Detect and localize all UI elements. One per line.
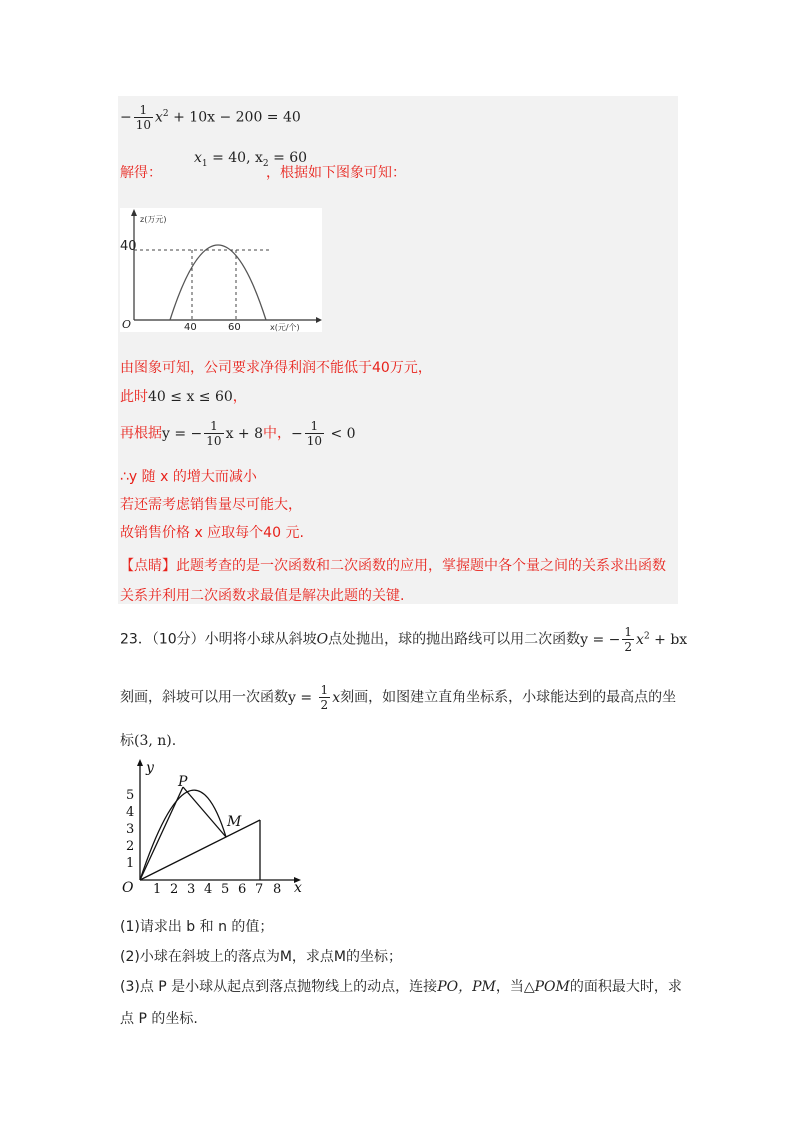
solution-line-1: 由图象可知，公司要求净得利润不能低于40万元， xyxy=(120,360,432,376)
x-axis-arrow xyxy=(316,317,322,323)
solve-math: $x_1 = 40$, $x_2 = 60$ xyxy=(194,150,308,169)
subquestion-3: (3)点 P 是小球从起点到落点抛物线上的动点，连接PO，PM，当△POM的面积最大时，求 xyxy=(120,979,682,995)
fig-y-axis-arrow xyxy=(137,759,143,766)
solution-line-3: 再根据y = − $\frac{1}{10}$ x + 8中，− $\frac{1}{10}$ < 0 xyxy=(120,419,356,448)
solve-tail: ，根据如下图象可知： xyxy=(266,165,406,181)
problem-line-2: 刻画，斜坡可以用一次函数y = $\frac{1}{2}$ x刻画，如图建立直角坐标系，小球能达到的最高点的坐 xyxy=(120,683,677,712)
fig-y-tick-5: 5 xyxy=(126,788,135,803)
fig-x-tick-3: 3 xyxy=(187,882,196,894)
subquestion-2: (2)小球在斜坡上的落点为M，求点M的坐标； xyxy=(120,949,402,965)
solve-line: 解得： xyxy=(120,165,162,181)
problem-line-1: 23．（10分）小明将小球从斜坡O点处抛出，球的抛出路线可以用二次函数y = − $\frac{1}{2}$ $x^2$ + bx xyxy=(120,625,688,654)
profit-graph xyxy=(120,208,322,332)
graph-y-label: z(万元) xyxy=(140,215,167,224)
graph-y-value: 40 xyxy=(120,239,137,254)
fig-x-tick-4: 4 xyxy=(204,882,213,894)
equation-1: − $\frac{1}{10}$ $x^2 + 10x - 200 = 40$ xyxy=(120,103,301,132)
graph-origin: O xyxy=(122,318,132,331)
fig-x-tick-8: 8 xyxy=(273,882,282,894)
fig-x-tick-7: 7 xyxy=(255,882,264,894)
subquestion-1: (1)请求出 b 和 n 的值； xyxy=(120,919,274,935)
y-axis-arrow xyxy=(131,209,137,216)
fig-x-tick-5: 5 xyxy=(221,882,230,894)
slope-line xyxy=(140,820,260,880)
solution-line-4: ∴y 随 x 的增大而减小 xyxy=(120,469,257,485)
solution-line-6: 故销售价格 x 应取每个40 元. xyxy=(120,525,304,541)
slope-figure xyxy=(118,758,308,894)
fig-x-tick-2: 2 xyxy=(170,882,179,894)
fig-point-P: P xyxy=(178,774,188,790)
fig-y-tick-1: 1 xyxy=(126,856,135,871)
fig-origin: O xyxy=(122,880,134,894)
subquestion-3-cont: 点 P 的坐标. xyxy=(120,1011,198,1027)
graph-x-label: x(元/个) xyxy=(270,323,300,332)
fig-y-tick-3: 3 xyxy=(126,822,135,837)
fig-x-label: x xyxy=(294,880,302,894)
fig-y-tick-4: 4 xyxy=(126,805,135,820)
solution-line-5: 若还需考虑销售量尽可能大， xyxy=(120,497,302,513)
parabola-curve xyxy=(170,245,266,320)
slope-figure-svg xyxy=(118,758,308,894)
fig-x-tick-6: 6 xyxy=(238,882,247,894)
fig-y-label: y xyxy=(146,760,154,776)
fig-y-tick-2: 2 xyxy=(126,839,135,854)
solution-line-2: 此时40 ≤ x ≤ 60， xyxy=(120,389,247,405)
fig-point-M: M xyxy=(227,814,242,830)
segment-PO xyxy=(140,787,183,880)
comment-line-2: 关系并利用二次函数求最值是解决此题的关键. xyxy=(120,588,405,604)
problem-line-3: 标(3, n). xyxy=(120,733,177,749)
ball-path-parabola xyxy=(140,790,226,880)
profit-graph-svg xyxy=(120,208,322,332)
graph-x-tick-60: 60 xyxy=(228,322,241,332)
comment-line-1: 【点睛】此题考查的是一次函数和二次函数的应用，掌握题中各个量之间的关系求出函数 xyxy=(120,558,666,574)
fig-x-tick-1: 1 xyxy=(153,882,162,894)
graph-x-tick-40: 40 xyxy=(184,322,197,332)
